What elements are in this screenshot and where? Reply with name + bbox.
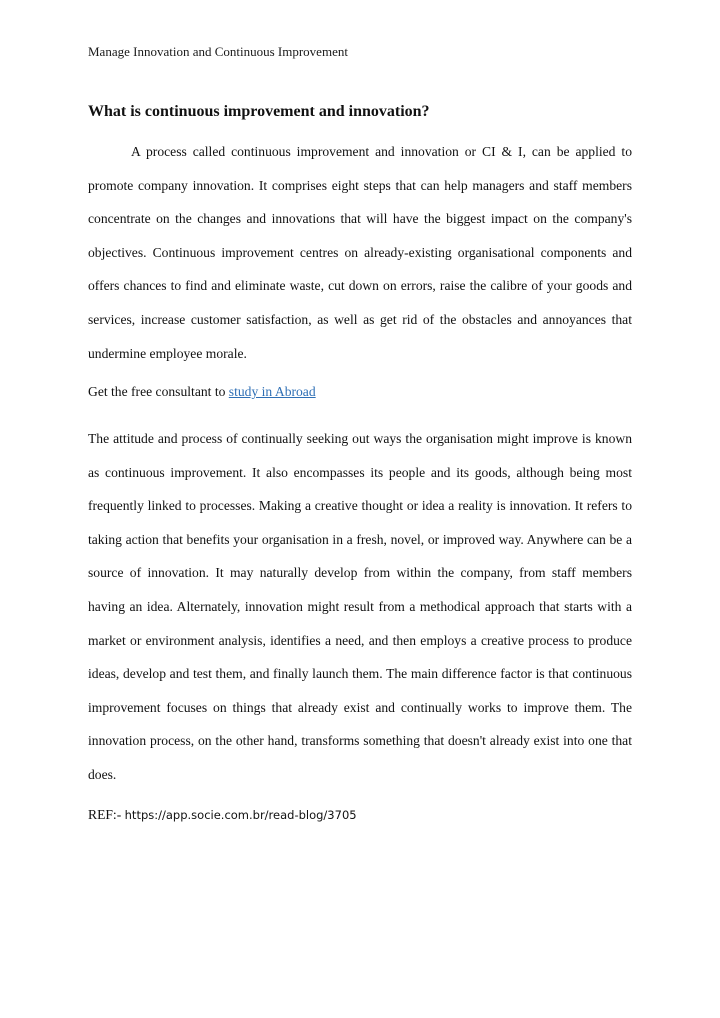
paragraph-intro: A process called continuous improvement and innovation or CI & I, can be applied to promote company innovation. It comprises eight steps that can help managers and staff members concentrate on the changes and innovations that will have the biggest impact on the company's objectives. Continuous improvement centres on already-existing organisational components and offers chances to find and eliminate waste, cut down on errors, raise the calibre of your goods and services, increase customer satisfaction, as well as get rid of the obstacles and annoyances that undermine employee morale.	[88, 144, 632, 361]
reference-url: https://app.socie.com.br/read-blog/3705	[124, 808, 357, 822]
study-abroad-link[interactable]: study in Abroad	[228, 384, 316, 399]
section-heading: What is continuous improvement and innovation?	[88, 103, 430, 120]
consultant-prefix: Get the free consultant to	[88, 384, 229, 399]
paragraph-definitions: The attitude and process of continually seeking out ways the organisation might improve is known as continuous improvement. It also encompasses its people and its goods, although being most frequently linked to processes. Making a creative thought or idea a reality is innovation. It refers to taking action that benefits your organisation in a fresh, novel, or improved way. Anywhere can be a source of innovation. It may naturally develop from within the company, from staff members having an idea. Alternately, innovation might result from a methodical approach that starts with a market or environment analysis, identifies a need, and then employs a creative process to produce ideas, develop and test them, and finally launch them. The main difference factor is that continuous improvement focuses on things that already exist and continually works to improve them. The innovation process, on the other hand, transforms something that doesn't already exist into one that does.	[88, 431, 632, 782]
reference-label: REF:-	[88, 807, 125, 822]
consultant-line	[88, 382, 316, 402]
reference-line	[88, 805, 357, 825]
running-header: Manage Innovation and Continuous Improvement	[88, 44, 348, 59]
